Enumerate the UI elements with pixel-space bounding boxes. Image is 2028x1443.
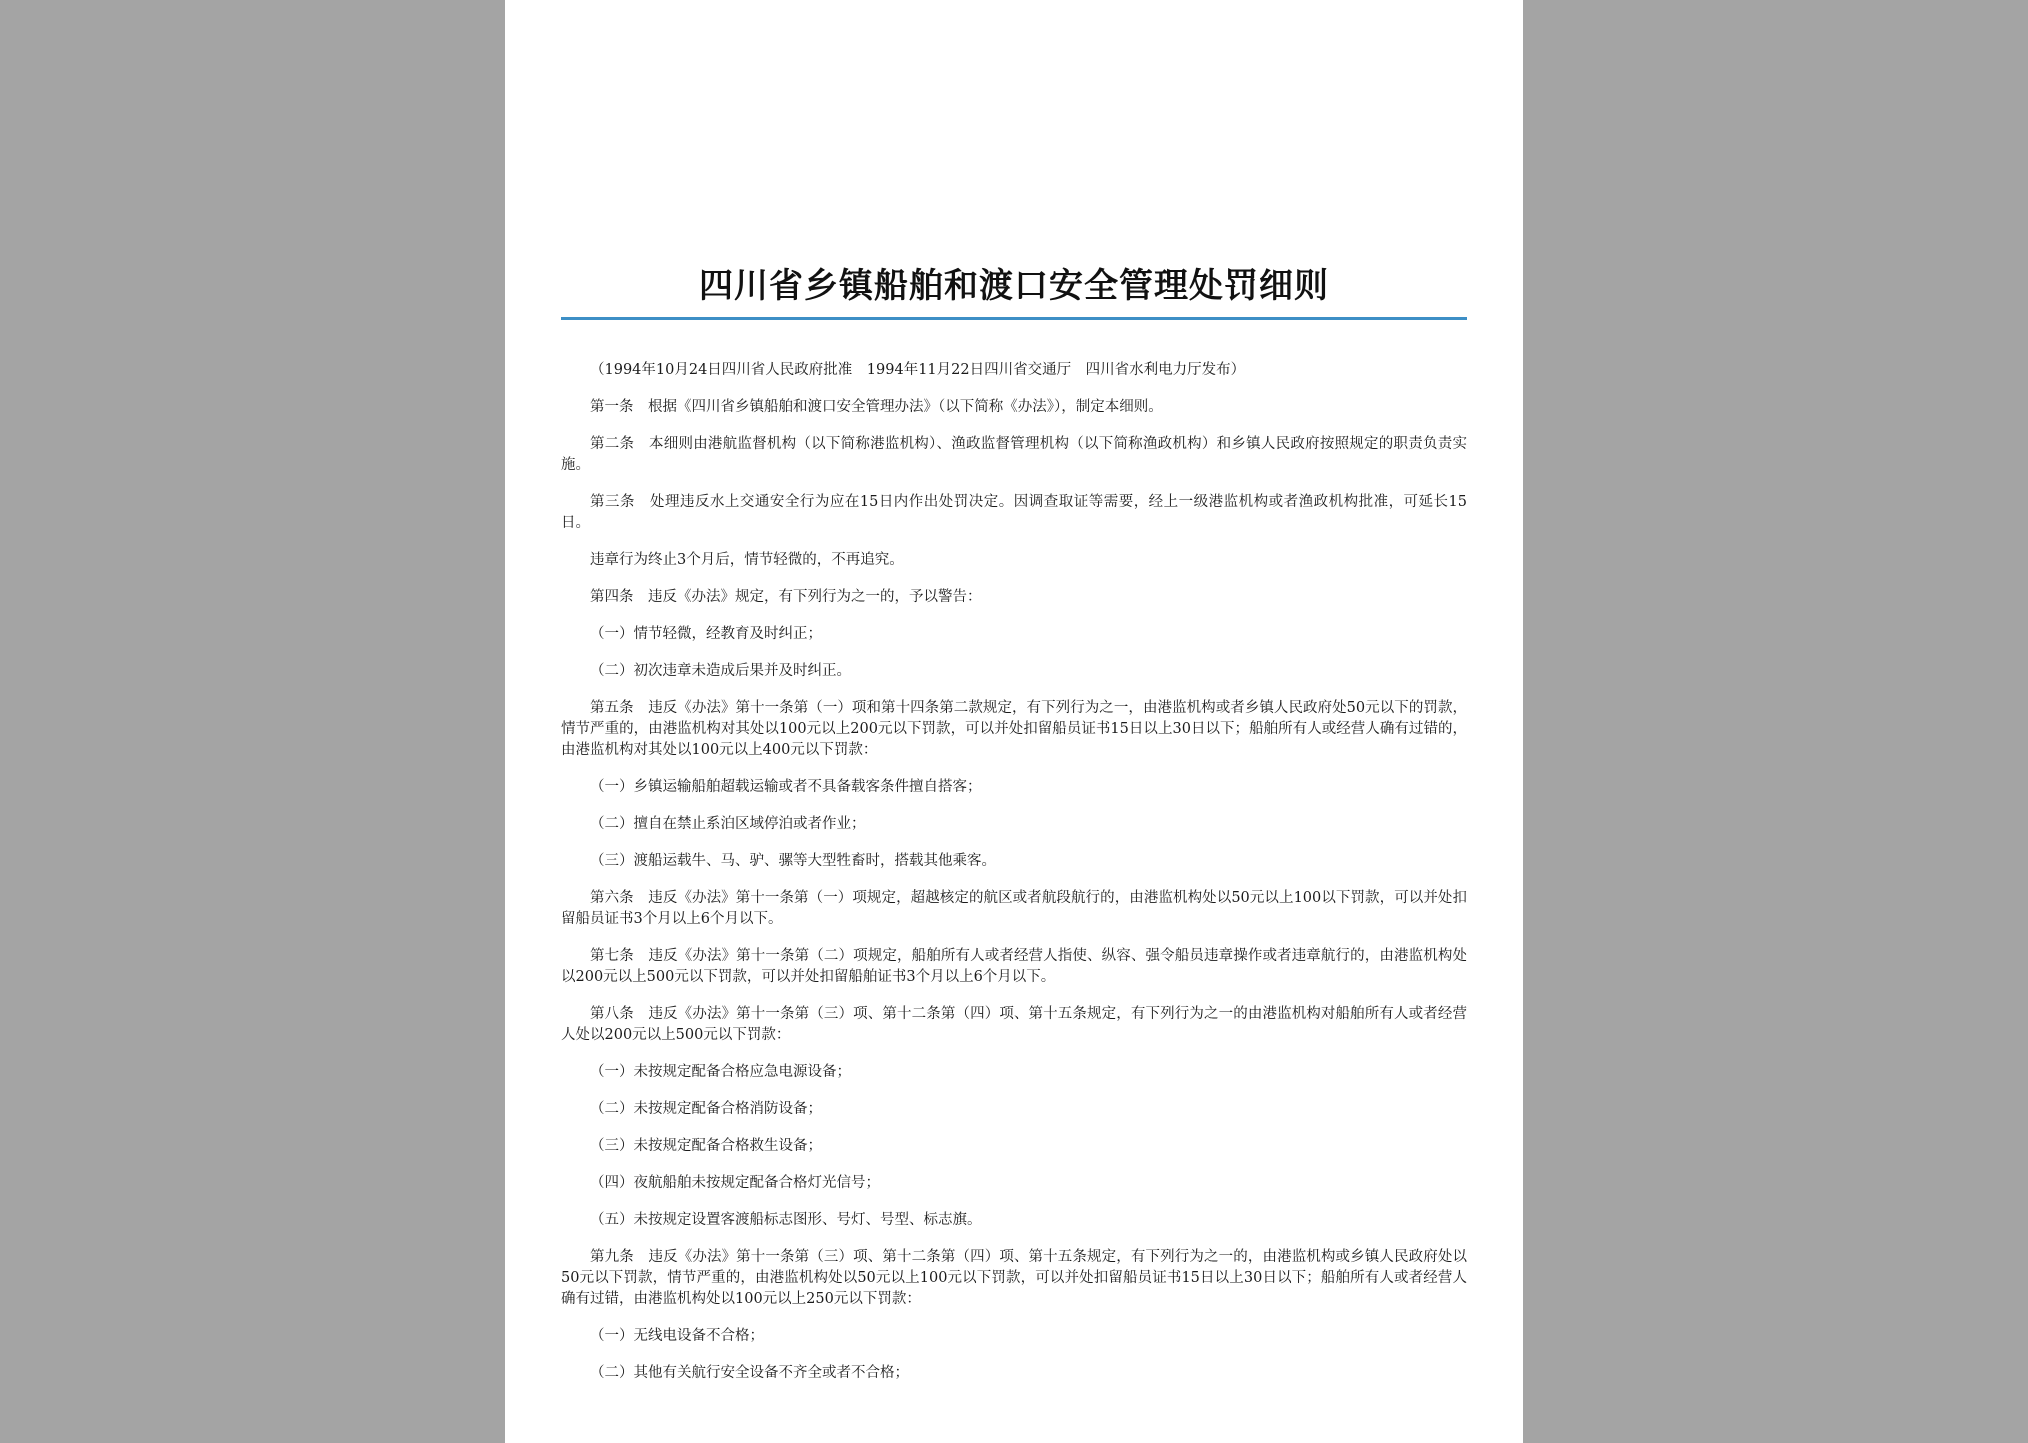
article-7: 第七条 违反《办法》第十一条第（二）项规定，船舶所有人或者经营人指使、纵容、强令船员违章操作或者违章航行的，由港监机构处以200元以上500元以下罚款，可以并处扣留船舶证书3个月以上6个月以下。 <box>561 948 1467 985</box>
article-3-note: 违章行为终止3个月后，情节轻微的，不再追究。 <box>590 552 904 568</box>
title-underline <box>561 317 1467 320</box>
article-8-item-1: （一）未按规定配备合格应急电源设备； <box>590 1064 851 1080</box>
article-5-item-1: （一）乡镇运输船舶超载运输或者不具备载客条件擅自搭客； <box>590 779 982 795</box>
article-4-item-2: （二）初次违章未造成后果并及时纠正。 <box>590 663 851 679</box>
article-5: 第五条 违反《办法》第十一条第（一）项和第十四条第二款规定，有下列行为之一，由港监机构或者乡镇人民政府处50元以下的罚款，情节严重的，由港监机构对其处以100元以上200元以下罚款，可以并处扣留船员证书15日以上30日以下；船舶所有人或经营人确有过错的，由港监机构对其处以100元以上400元以下罚款： <box>561 700 1467 758</box>
document-page <box>505 0 1523 1443</box>
document-subtitle: （1994年10月24日四川省人民政府批准 1994年11月22日四川省交通厅 四川省水利电力厅发布） <box>590 362 1246 378</box>
article-4-item-1: （一）情节轻微，经教育及时纠正； <box>590 626 822 642</box>
article-8-item-5: （五）未按规定设置客渡船标志图形、号灯、号型、标志旗。 <box>590 1212 982 1228</box>
article-8: 第八条 违反《办法》第十一条第（三）项、第十二条第（四）项、第十五条规定，有下列行为之一的由港监机构对船舶所有人或者经营人处以200元以上500元以下罚款： <box>561 1006 1467 1043</box>
article-9-item-1: （一）无线电设备不合格； <box>590 1328 764 1344</box>
document-title: 四川省乡镇船舶和渡口安全管理处罚细则 <box>699 266 1329 306</box>
article-8-item-2: （二）未按规定配备合格消防设备； <box>590 1101 822 1117</box>
article-1: 第一条 根据《四川省乡镇船舶和渡口安全管理办法》（以下简称《办法》），制定本细则。 <box>590 399 1163 415</box>
article-2: 第二条 本细则由港航监督机构（以下简称港监机构）、渔政监督管理机构（以下简称渔政机构）和乡镇人民政府按照规定的职责负责实施。 <box>561 436 1467 473</box>
article-6: 第六条 违反《办法》第十一条第（一）项规定，超越核定的航区或者航段航行的，由港监机构处以50元以上100以下罚款，可以并处扣留船员证书3个月以上6个月以下。 <box>561 890 1467 927</box>
article-8-item-4: （四）夜航船舶未按规定配备合格灯光信号； <box>590 1175 880 1191</box>
document-body <box>561 360 1467 1400</box>
article-5-item-2: （二）擅自在禁止系泊区域停泊或者作业； <box>590 816 866 832</box>
article-5-item-3: （三）渡船运载牛、马、驴、骡等大型牲畜时，搭载其他乘客。 <box>590 853 996 869</box>
article-4: 第四条 违反《办法》规定，有下列行为之一的，予以警告： <box>590 589 982 605</box>
article-8-item-3: （三）未按规定配备合格救生设备； <box>590 1138 822 1154</box>
article-9-item-2: （二）其他有关航行安全设备不齐全或者不合格； <box>590 1365 909 1381</box>
article-9: 第九条 违反《办法》第十一条第（三）项、第十二条第（四）项、第十五条规定，有下列行为之一的，由港监机构或乡镇人民政府处以50元以下罚款，情节严重的，由港监机构处以50元以上100元以下罚款，可以并处扣留船员证书15日以上30日以下；船舶所有人或者经营人确有过错，由港监机构处以100元以上250元以下罚款： <box>561 1249 1467 1307</box>
article-3: 第三条 处理违反水上交通安全行为应在15日内作出处罚决定。因调查取证等需要，经上一级港监机构或者渔政机构批准，可延长15日。 <box>561 494 1467 531</box>
